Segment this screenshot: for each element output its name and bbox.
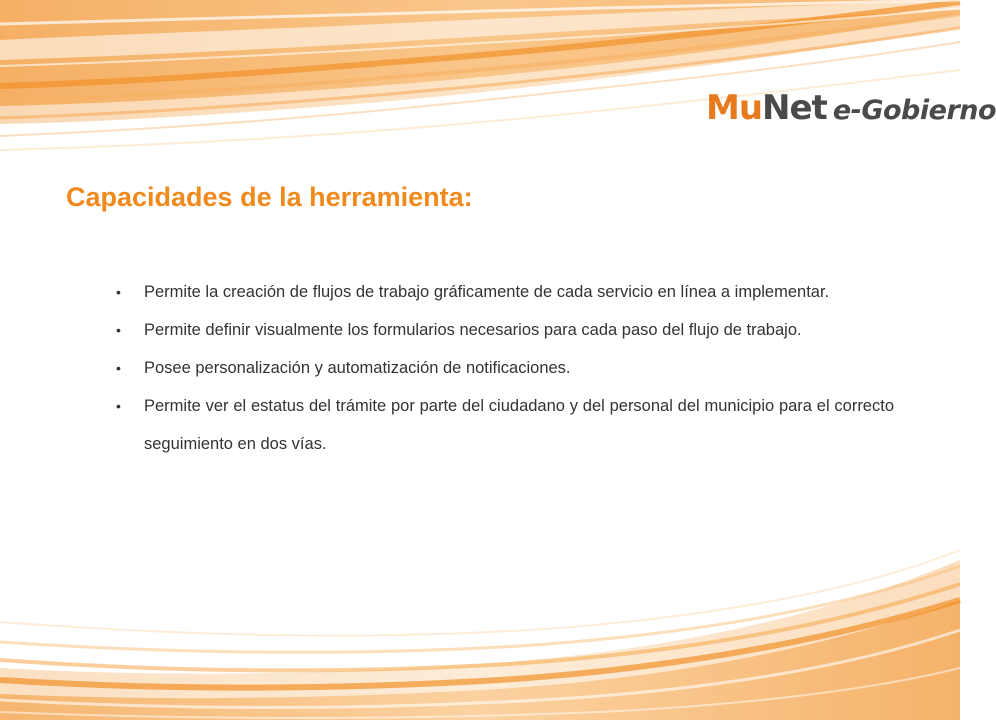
munet-logo bbox=[706, 88, 996, 128]
bullet-dot-icon: • bbox=[116, 284, 121, 300]
bullet-text: Permite definir visualmente los formularios necesarios para cada paso del flujo de trabajo. bbox=[144, 321, 802, 339]
logo-net-text: Net bbox=[762, 88, 827, 128]
logo-mu-text: Mu bbox=[706, 88, 763, 128]
bullet-text: Permite ver el estatus del trámite por parte del ciudadano y del personal del municipio para el correcto seguimiento en dos vías. bbox=[144, 397, 894, 453]
bottom-swoosh bbox=[0, 550, 960, 720]
bullet-dot-icon: • bbox=[116, 398, 121, 414]
bullet-list bbox=[114, 273, 894, 463]
bullet-text: Permite la creación de flujos de trabajo gráficamente de cada servicio en línea a implementar. bbox=[144, 283, 830, 301]
bullet-dot-icon: • bbox=[116, 360, 121, 376]
bullet-item bbox=[114, 273, 894, 311]
bullet-dot-icon: • bbox=[116, 322, 121, 338]
bullet-item bbox=[114, 387, 894, 463]
bullet-item bbox=[114, 349, 894, 387]
bullet-text: Posee personalización y automatización de notificaciones. bbox=[144, 359, 571, 377]
bullet-item bbox=[114, 311, 894, 349]
logo-egobierno-text: e-Gobierno bbox=[832, 95, 996, 126]
slide-title: Capacidades de la herramienta: bbox=[66, 182, 473, 212]
